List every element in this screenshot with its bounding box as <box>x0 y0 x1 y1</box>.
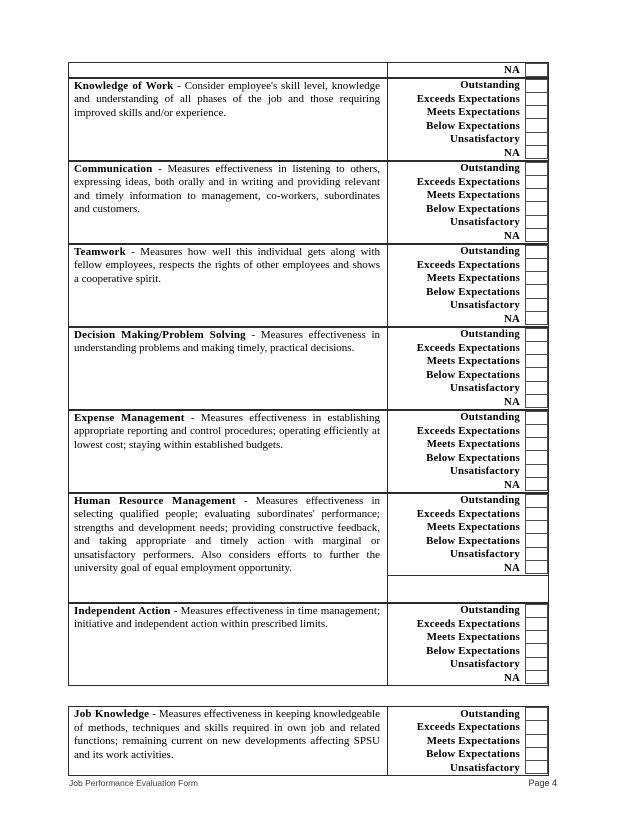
ratings-cell <box>388 245 548 326</box>
rating-option-label: NA <box>504 478 520 491</box>
criterion-row <box>69 409 548 492</box>
criterion-title: Teamwork <box>74 245 126 258</box>
ratings-cell <box>388 328 548 409</box>
criterion-text: - Measures effectiveness in keeping knowledgeable of methods, techniques and skills required in own job and related functions; remaining current on new developments affecting SPSU and its work activities. <box>74 708 380 761</box>
rating-option-label: Below Expectations <box>426 748 520 761</box>
rating-checkbox[interactable] <box>525 450 548 464</box>
criterion-row <box>69 160 548 243</box>
rating-option-label: Outstanding <box>460 411 520 424</box>
rating-checkbox[interactable] <box>525 354 548 368</box>
rating-checkbox-column <box>525 63 548 77</box>
criterion-text: - Measures effectiveness in time management; initiative and independent action within prescribed limits. <box>74 604 381 631</box>
criterion-row <box>69 326 548 409</box>
ratings-cell <box>388 604 548 685</box>
rating-checkbox[interactable] <box>525 670 548 684</box>
rating-labels-column <box>388 411 525 492</box>
criterion-row <box>69 707 548 775</box>
criterion-description-cell <box>69 494 388 602</box>
criterion-description-cell <box>69 328 388 409</box>
rating-option-label: Outstanding <box>460 79 520 92</box>
rating-option-label: Meets Expectations <box>426 438 520 451</box>
rating-checkbox[interactable] <box>525 271 548 285</box>
rating-option-label: Meets Expectations <box>426 106 520 119</box>
rating-checkbox[interactable] <box>525 311 548 325</box>
rating-option-label: Unsatisfactory <box>450 465 520 478</box>
rating-option-label: Outstanding <box>460 707 520 720</box>
footer-form-title: Job Performance Evaluation Form <box>69 778 198 788</box>
footer-page-number: Page 4 <box>528 778 557 788</box>
ratings-cell <box>388 79 548 160</box>
rating-labels-column <box>388 328 525 409</box>
rating-checkbox[interactable] <box>525 258 548 272</box>
rating-option-label: Unsatisfactory <box>450 548 520 561</box>
page-footer <box>69 778 557 788</box>
rating-checkbox-column <box>525 494 548 575</box>
criterion-row <box>69 63 548 77</box>
rating-checkbox[interactable] <box>525 411 548 425</box>
rating-option-label: Outstanding <box>460 162 520 175</box>
rating-option-label: Meets Expectations <box>426 272 520 285</box>
rating-checkbox[interactable] <box>525 533 548 547</box>
rating-checkbox[interactable] <box>525 560 548 574</box>
rating-option-label: Meets Expectations <box>426 521 520 534</box>
rating-checkbox[interactable] <box>525 105 548 119</box>
rating-labels-column <box>388 79 525 160</box>
rating-option-label: NA <box>504 229 520 242</box>
rating-option-label: Below Expectations <box>426 644 520 657</box>
rating-checkbox[interactable] <box>525 734 548 748</box>
rating-option-label: Exceeds Expectations <box>416 617 520 630</box>
rating-option-label: Exceeds Expectations <box>416 92 520 105</box>
rating-checkbox[interactable] <box>525 477 548 491</box>
rating-checkbox[interactable] <box>525 394 548 408</box>
criterion-row <box>69 77 548 160</box>
rating-option-label: Meets Expectations <box>426 355 520 368</box>
rating-checkbox[interactable] <box>525 63 548 77</box>
criterion-description-cell <box>69 63 388 77</box>
rating-option-label: Below Expectations <box>426 202 520 215</box>
rating-checkbox-column <box>525 162 548 243</box>
rating-option-label: Exceeds Expectations <box>416 424 520 437</box>
rating-labels-column <box>388 245 525 326</box>
rating-option-label: Exceeds Expectations <box>416 507 520 520</box>
criterion-text: - Measures effectiveness in establishing appropriate reporting and control procedures; operating efficiently at lowest cost; staying within established budgets. <box>74 411 381 451</box>
rating-checkbox[interactable] <box>525 118 548 132</box>
rating-checkbox[interactable] <box>525 381 548 395</box>
rating-checkbox[interactable] <box>525 245 548 259</box>
rating-option-label: Unsatisfactory <box>450 382 520 395</box>
rating-option-label: Exceeds Expectations <box>416 175 520 188</box>
ratings-cell <box>388 411 548 492</box>
rating-option-label: NA <box>504 671 520 684</box>
rating-option-label: Below Expectations <box>426 119 520 132</box>
rating-checkbox[interactable] <box>525 284 548 298</box>
rating-checkbox-column <box>525 707 548 775</box>
rating-checkbox[interactable] <box>525 228 548 242</box>
rating-option-label: Outstanding <box>460 328 520 341</box>
rating-checkbox[interactable] <box>525 464 548 478</box>
criterion-text: - Measures effectiveness in understanding problems and making timely, practical decisions. <box>74 328 381 355</box>
criterion-title: Human Resource Management <box>74 494 236 507</box>
rating-checkbox[interactable] <box>525 215 548 229</box>
criterion-title: Independent Action <box>74 604 171 617</box>
rating-checkbox-column <box>525 245 548 326</box>
rating-checkbox-column <box>525 328 548 409</box>
rating-option-label: Below Expectations <box>426 534 520 547</box>
rating-checkbox[interactable] <box>525 162 548 176</box>
rating-option-label: Unsatisfactory <box>450 658 520 671</box>
rating-checkbox[interactable] <box>525 188 548 202</box>
criterion-title: Job Knowledge <box>74 708 150 720</box>
rating-option-label: Meets Expectations <box>426 189 520 202</box>
criterion-title: Communication <box>74 162 153 175</box>
rating-option-label: Meets Expectations <box>426 734 520 747</box>
rating-checkbox[interactable] <box>525 494 548 508</box>
rating-option-label: Unsatisfactory <box>450 216 520 229</box>
rating-checkbox[interactable] <box>525 367 548 381</box>
rating-option-label: Outstanding <box>460 604 520 617</box>
rating-checkbox[interactable] <box>525 79 548 93</box>
criterion-text: - Measures how well this individual gets along with fellow employees, respects the rights of other employees and shows a cooperative spirit. <box>74 245 380 285</box>
rating-labels-column <box>388 63 525 77</box>
rating-checkbox[interactable] <box>525 547 548 561</box>
rating-option-label: Exceeds Expectations <box>416 258 520 271</box>
rating-option-label: Unsatisfactory <box>450 299 520 312</box>
ratings-cell <box>388 707 548 775</box>
rating-option-label: NA <box>504 146 520 159</box>
rating-option-label: Outstanding <box>460 494 520 507</box>
rating-checkbox[interactable] <box>525 145 548 159</box>
criterion-description-cell <box>69 411 388 492</box>
rating-labels-column <box>388 494 525 575</box>
rating-checkbox[interactable] <box>525 747 548 761</box>
rating-checkbox[interactable] <box>525 657 548 671</box>
evaluation-table-main <box>68 62 549 686</box>
rating-option-label: Exceeds Expectations <box>416 721 520 734</box>
rating-checkbox[interactable] <box>525 341 548 355</box>
rating-labels-column <box>388 707 525 775</box>
rating-checkbox[interactable] <box>525 630 548 644</box>
criterion-row <box>69 243 548 326</box>
rating-option-label: Meets Expectations <box>426 631 520 644</box>
criterion-title: Knowledge of Work <box>74 79 174 92</box>
criterion-description-cell <box>69 162 388 243</box>
rating-labels-column <box>388 604 525 685</box>
ratings-cell <box>388 63 548 77</box>
rating-checkbox[interactable] <box>525 437 548 451</box>
rating-checkbox-column <box>525 604 548 685</box>
criterion-text: - Consider employee's skill level, knowledge and understanding of all phases of the job and those requiring improved skills and/or experience. <box>74 79 380 119</box>
rating-checkbox-column <box>525 411 548 492</box>
criterion-description-cell <box>69 707 388 775</box>
rating-checkbox[interactable] <box>525 643 548 657</box>
rating-checkbox[interactable] <box>525 760 548 774</box>
evaluation-table-bottom <box>68 706 549 776</box>
rating-option-label: Unsatisfactory <box>450 133 520 146</box>
criterion-row <box>69 602 548 685</box>
rating-checkbox[interactable] <box>525 707 548 721</box>
ratings-cell <box>388 494 548 602</box>
rating-option-label: Exceeds Expectations <box>416 341 520 354</box>
rating-option-label: Below Expectations <box>426 451 520 464</box>
criterion-row <box>69 492 548 602</box>
rating-checkbox[interactable] <box>525 520 548 534</box>
rating-checkbox[interactable] <box>525 328 548 342</box>
criterion-description-cell <box>69 604 388 685</box>
rating-labels-column <box>388 162 525 243</box>
rating-checkbox[interactable] <box>525 201 548 215</box>
criterion-text: - Measures effectiveness in listening to others, expressing ideas, both orally and in writing and providing relevant and timely information to management, co-workers, subordinates and customers. <box>74 162 381 216</box>
rating-option-label: Below Expectations <box>426 285 520 298</box>
rating-option-label: NA <box>504 312 520 325</box>
rating-checkbox[interactable] <box>525 298 548 312</box>
criterion-text: - Measures effectiveness in selecting qualified people; evaluating subordinates' performance; strengths and development needs; providing constructive feedback, and taking appropriate and timely action with marginal or unsatisfactory performers. Also considers efforts to further the university goal of equal employment opportunity. <box>74 494 381 575</box>
rating-checkbox[interactable] <box>525 132 548 146</box>
rating-checkbox-column <box>525 79 548 160</box>
rating-option-label: NA <box>504 561 520 574</box>
criterion-description-cell <box>69 79 388 160</box>
rating-checkbox[interactable] <box>525 720 548 734</box>
criterion-title: Expense Management <box>74 411 185 424</box>
rating-checkbox[interactable] <box>525 507 548 521</box>
rating-checkbox[interactable] <box>525 604 548 618</box>
rating-option-label: Outstanding <box>460 245 520 258</box>
rating-checkbox[interactable] <box>525 617 548 631</box>
criterion-description-cell <box>69 245 388 326</box>
rating-option-label: Below Expectations <box>426 368 520 381</box>
criterion-title: Decision Making/Problem Solving <box>74 328 246 341</box>
rating-option-label: NA <box>504 395 520 408</box>
rating-option-label: Unsatisfactory <box>450 761 520 774</box>
rating-checkbox[interactable] <box>525 92 548 106</box>
ratings-empty-area <box>388 576 548 602</box>
rating-checkbox[interactable] <box>525 424 548 438</box>
rating-checkbox[interactable] <box>525 175 548 189</box>
rating-option-label: NA <box>504 63 520 76</box>
ratings-cell <box>388 162 548 243</box>
